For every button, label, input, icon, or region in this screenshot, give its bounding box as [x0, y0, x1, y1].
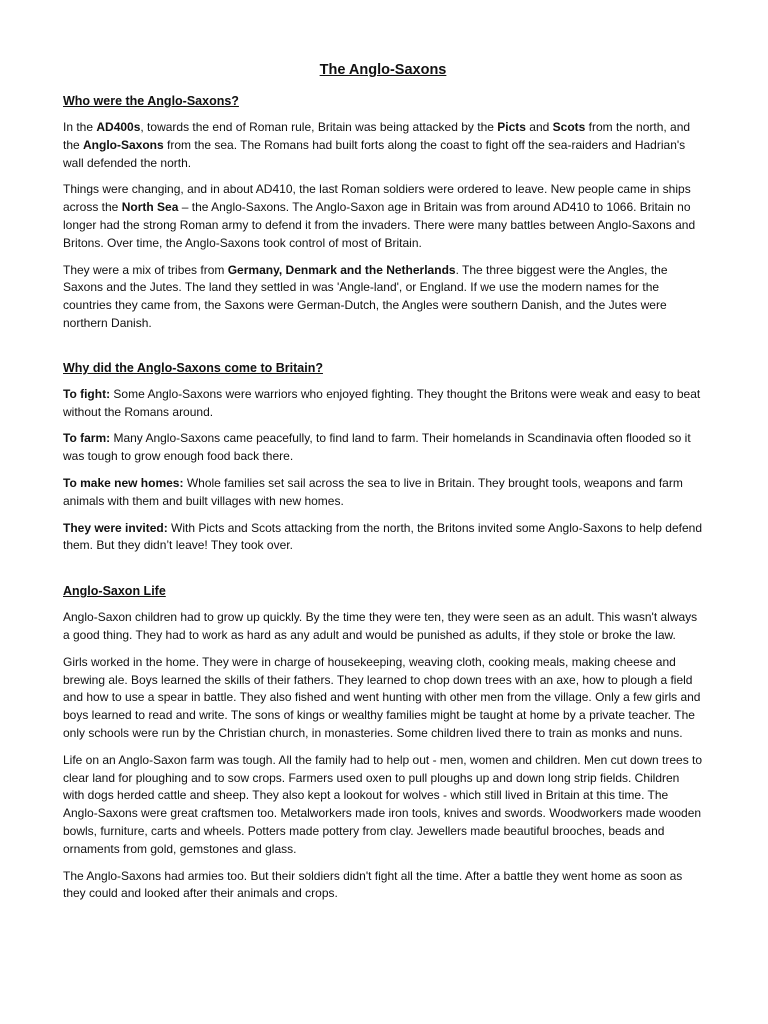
- text-run: With Picts and Scots attacking from the north, the Britons invited some Anglo-Saxons to help defend them. But they didn’t leave! They took over.: [63, 520, 702, 553]
- text-run: . The three biggest were the Angles, the Saxons and the Jutes. The land they settled in was 'Angle-land', or England. If we use the modern names for the countries they came from, the Saxons were German-Dutch, the Angles were southern Danish, and the Jutes were northern Danish.: [63, 262, 668, 330]
- section-who-were-anglo-saxons: [63, 93, 703, 333]
- page-title: The Anglo-Saxons: [319, 62, 447, 78]
- paragraph: [63, 752, 703, 859]
- section-heading: Why did the Anglo-Saxons come to Britain?: [63, 360, 323, 375]
- bold-text-run: Picts: [497, 120, 526, 134]
- text-run: Anglo-Saxon children had to grow up quickly. By the time they were ten, they were seen as an adult. This wasn't always a good thing. They had to work as hard as any adult and would be punished as adults, if they stole or broke the law.: [63, 610, 698, 642]
- text-run: from the north, and the: [63, 120, 691, 152]
- text-run: – the Anglo-Saxons. The Anglo-Saxon age in Britain was from around AD410 to 1066. Britain no longer had the strong Roman army to defend it from the invaders. There were many battles between Anglo-Saxons and Britons. Over time, the Anglo-Saxons took control of most of Britain.: [63, 200, 696, 250]
- bold-text-run: To fight:: [63, 386, 111, 401]
- section-why-come-to-britain: [63, 360, 703, 555]
- text-run: Things were changing, and in about AD410, the last Roman soldiers were ordered to leave. New people came in ships across the: [63, 182, 691, 215]
- text-run: Girls worked in the home. They were in charge of housekeeping, weaving cloth, cooking meals, making cheese and brewing ale. Boys learned the skills of their fathers. They learned to chop down trees with an axe, how to plough a field and how to use a spear in battle. They also fished and went hunting with other men from the village. Only a few girls and boys learned to read and write. The sons of kings or wealthy families might be taught at home by a private teacher. The only schools were run by the Christian church, in monasteries. Some children lived there to train as monks and nuns.: [63, 654, 701, 740]
- paragraph: [63, 475, 703, 511]
- text-run: from the sea. The Romans had built forts along the coast to fight off the sea-raiders and Hadrian's wall defended the north.: [63, 137, 686, 170]
- paragraph: [63, 262, 703, 333]
- paragraph: [63, 119, 703, 172]
- text-run: In the: [63, 120, 97, 134]
- text-run: They were a mix of tribes from: [63, 262, 228, 277]
- bold-text-run: AD400s: [96, 120, 141, 134]
- paragraph: [63, 430, 703, 466]
- text-run: The Anglo-Saxons had armies too. But their soldiers didn't fight all the time. After a battle they went home as soon as they could and looked after their animals and crops.: [63, 868, 683, 901]
- bold-text-run: Anglo-Saxons: [83, 137, 164, 152]
- bold-text-run: They were invited:: [63, 520, 168, 535]
- section-heading: Who were the Anglo-Saxons?: [63, 94, 239, 108]
- text-run: and: [525, 120, 553, 134]
- text-run: Many Anglo-Saxons came peacefully, to find land to farm. Their homelands in Scandinavia often flooded so it was tough to grow enough food back there.: [63, 431, 691, 464]
- bold-text-run: Scots: [552, 120, 586, 134]
- paragraph: [63, 386, 703, 422]
- paragraph: [63, 520, 703, 556]
- text-run: , towards the end of Roman rule, Britain was being attacked by the: [140, 120, 498, 134]
- bold-text-run: North Sea: [121, 200, 179, 215]
- paragraph: [63, 654, 703, 743]
- bold-text-run: To farm:: [63, 431, 111, 446]
- paragraph: [63, 609, 703, 645]
- paragraph: [63, 181, 703, 252]
- paragraph: [63, 868, 703, 904]
- text-run: Some Anglo-Saxons were warriors who enjoyed fighting. They thought the Britons were weak and easy to beat without the Romans around.: [63, 386, 701, 419]
- bold-text-run: To make new homes:: [63, 475, 184, 490]
- text-run: Whole families set sail across the sea to live in Britain. They brought tools, weapons and farm animals with them and built villages with new homes.: [63, 475, 683, 508]
- bold-text-run: Germany, Denmark and the Netherlands: [227, 262, 456, 277]
- section-heading: Anglo-Saxon Life: [63, 584, 166, 599]
- text-run: Life on an Anglo-Saxon farm was tough. All the family had to help out - men, women and children. Men cut down trees to clear land for ploughing and to sow crops. Farmers used oxen to pull ploughs up and down long strip fields. Children with dogs herded cattle and sheep. They also kept a lookout for wolves - which still lived in Britain at this time. The Anglo-Saxons were great craftsmen too. Metalworkers made iron tools, knives and swords. Woodworkers made wooden bowls, furniture, carts and wheels. Potters made pottery from clay. Jewellers made beautiful brooches, beads and ornaments from gold, gemstones and glass.: [63, 752, 703, 856]
- section-anglo-saxon-life: [63, 583, 703, 903]
- document-page: [63, 60, 703, 912]
